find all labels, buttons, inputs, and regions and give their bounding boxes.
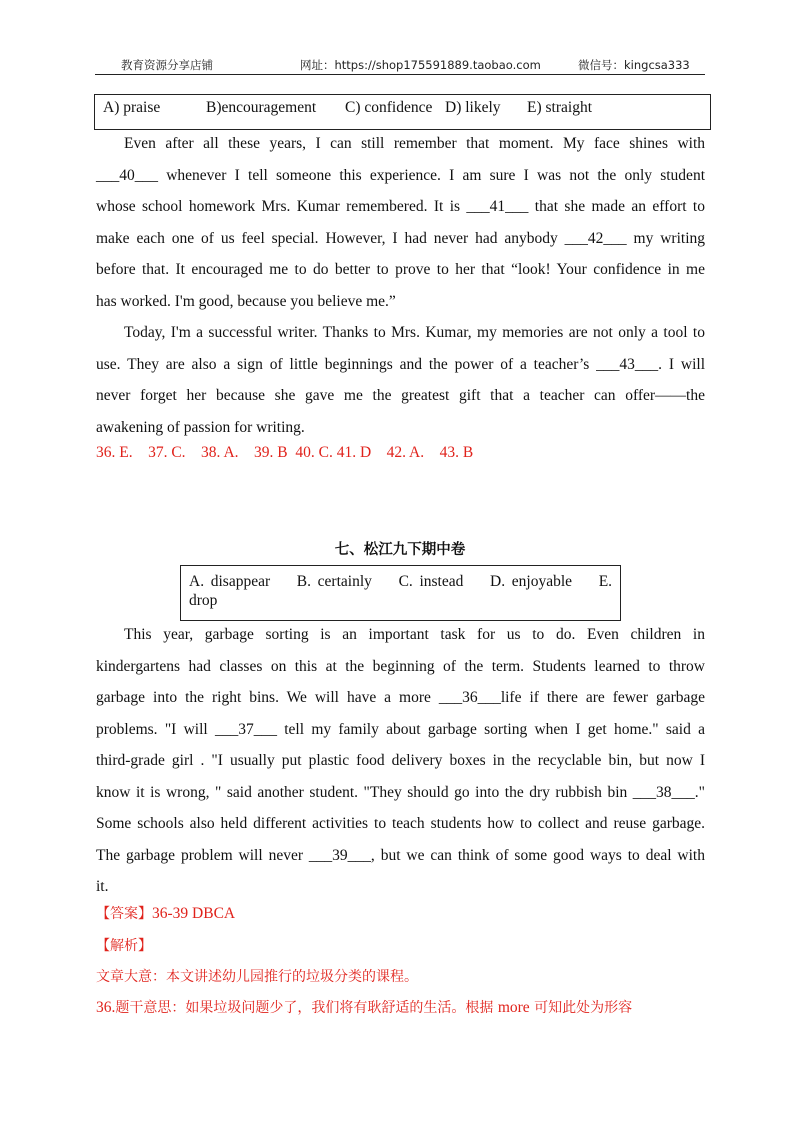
passage-line: whose school homework Mrs. Kumar remembered. It is ___41___ that she made an effort to [96, 198, 705, 215]
passage-line: awakening of passion for writing. [96, 418, 305, 436]
passage-line: use. They are also a sign of little beginnings and the power of a teacher’s ___43___. I will [96, 355, 705, 373]
q36-explanation [96, 997, 632, 1017]
passage-line: Today, I'm a successful writer. Thanks to Mrs. Kumar, my memories are not only a tool to [124, 324, 705, 341]
q36-text-end: 可知此处为形容 [529, 1000, 633, 1016]
passage-line: before that. It encouraged me to do better to prove to her that “look! Your confidence in me [96, 261, 705, 278]
wechat-id: 微信号：kingcsa333 [578, 58, 690, 72]
word-option: B. certainly [296, 573, 372, 590]
answer-key-label: 【答案】 [96, 906, 152, 922]
passage-line: make each one of us feel special. However, I had never had anybody ___42___ my writing [96, 229, 705, 247]
passage-line: ___40___ whenever I tell someone this experience. I am sure I was not the only student [96, 166, 705, 184]
passage-2 [96, 619, 705, 903]
shop-url: 网址：https://shop175591889.taobao.com [300, 58, 541, 72]
passage-line: Some schools also held different activities to teach students how to collect and reuse garbage. [96, 815, 705, 832]
page-header [95, 56, 705, 75]
summary-line: 文章大意：本文讲述幼儿园推行的垃圾分类的课程。 [96, 969, 418, 985]
q36-keyword: more [497, 999, 530, 1016]
word-option: C) confidence [345, 99, 433, 116]
answers-1: 36. E. 37. C. 38. A. 39. B 40. C. 41. D 42. A. 43. B [96, 444, 474, 461]
passage-line: The garbage problem will never ___39___, but we can think of some good ways to deal with [96, 846, 705, 864]
passage-line: garbage into the right bins. We will have a more ___36___life if there are fewer garbage [96, 689, 705, 706]
answer-key [96, 903, 235, 923]
passage-line: has worked. I'm good, because you believe me.” [96, 292, 396, 310]
passage-line: third-grade girl . "I usually put plastic food delivery boxes in the recyclable bin, but now I [96, 752, 705, 769]
passage-line: Even after all these years, I can still remember that moment. My face shines with [124, 135, 705, 152]
word-option: D) likely [445, 99, 501, 116]
passage-line: it. [96, 878, 109, 895]
word-option: B)encouragement [206, 99, 317, 116]
answer-key-value: 36-39 DBCA [152, 905, 236, 922]
word-option: A. disappear [189, 573, 271, 590]
word-bank-row [189, 572, 612, 591]
word-option: A) praise [103, 99, 161, 116]
analysis-label: 【解析】 [96, 938, 152, 954]
q36-text: 题干意思：如果垃圾问题少了，我们将有耿舒适的生活。根据 [115, 1000, 498, 1016]
passage-line: know it is wrong, " said another student. "They should go into the dry rubbish bin ___38___." [96, 783, 705, 801]
word-option: C. instead [398, 573, 464, 590]
passage-1 [96, 128, 705, 443]
section-title: 七、松江九下期中卷 [334, 542, 466, 558]
word-option: drop [189, 592, 218, 609]
q36-number: 36. [96, 999, 116, 1016]
passage-line: never forget her because she gave me the greatest gift that a teacher can offer——the [96, 387, 705, 404]
shop-name: 教育资源分享店铺 [121, 58, 213, 72]
word-option: E) straight [527, 99, 592, 116]
passage-line: This year, garbage sorting is an important task for us to do. Even children in [124, 626, 705, 643]
word-option: E. [598, 573, 613, 590]
word-option: D. enjoyable [490, 573, 573, 590]
word-bank-box-1 [94, 94, 711, 130]
passage-line: problems. "I will ___37___ tell my family about garbage sorting when I get home." said a [96, 720, 705, 738]
passage-line: kindergartens had classes on this at the beginning of the term. Students learned to throw [96, 657, 705, 675]
word-bank-box-2 [180, 565, 621, 621]
